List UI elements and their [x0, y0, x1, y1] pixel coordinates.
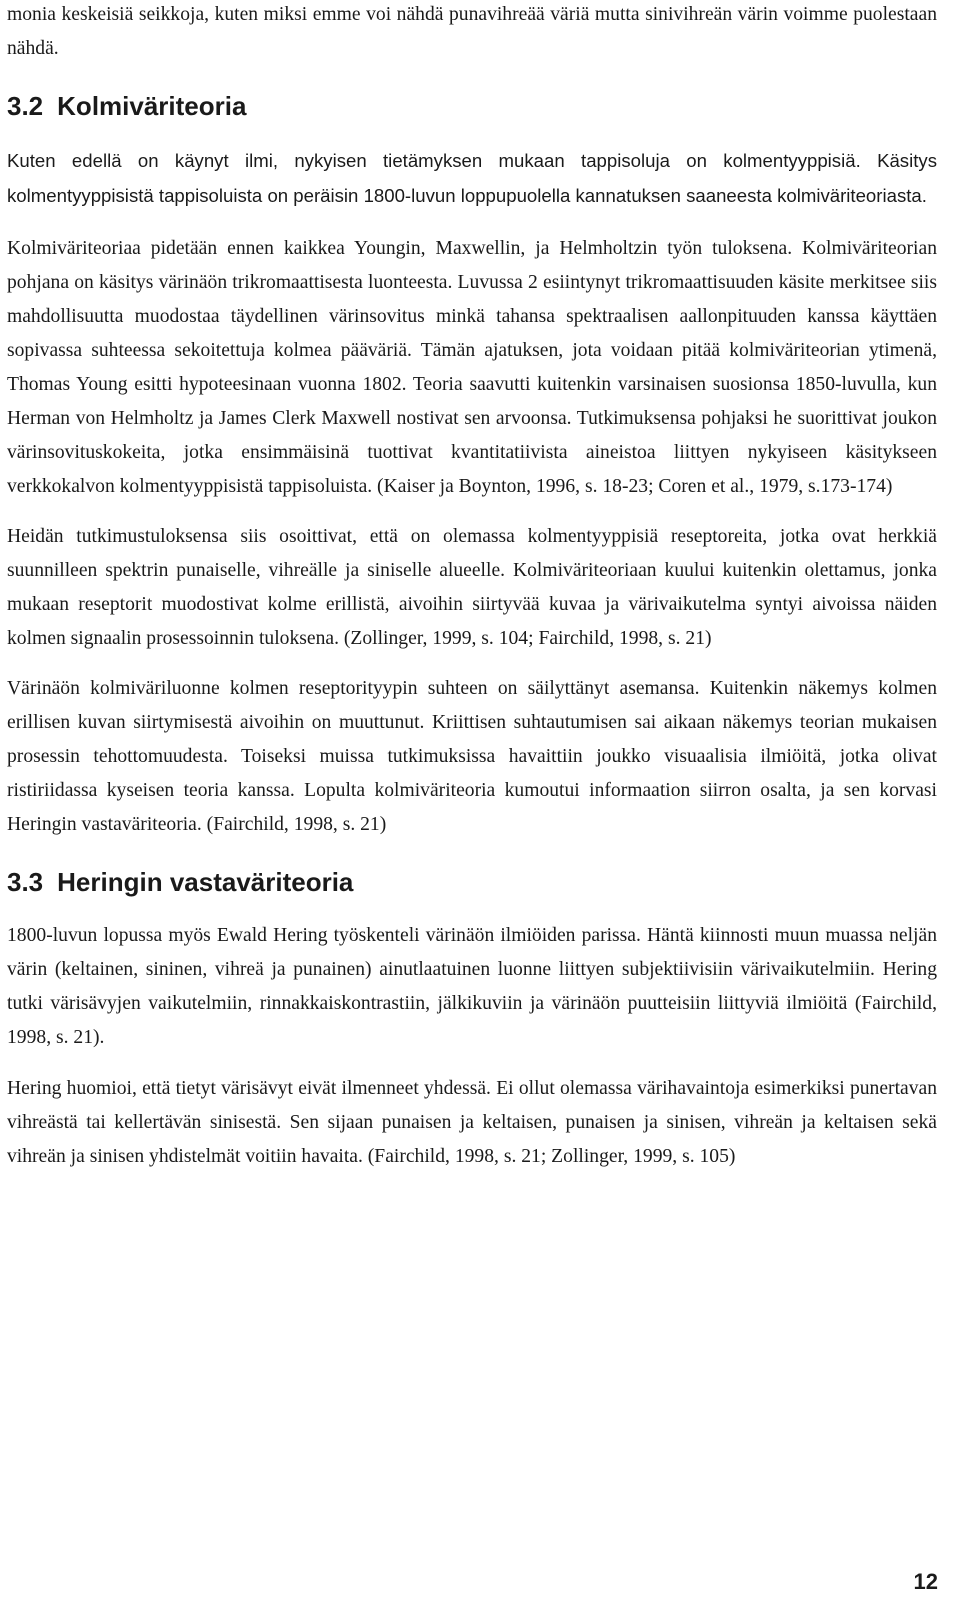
- section-title: Kolmiväriteoria: [57, 91, 247, 121]
- paragraph-3-2-3: Heidän tutkimustuloksensa siis osoittivat, että on olemassa kolmentyyppisiä reseptoreita, jotka ovat herkkiä suunnilleen spektrin punaiselle, vihreälle ja siniselle alueelle. Kolmiväriteoriaan kuului kuitenkin olettamus, jonka mukaan reseptorit muodostivat kolme erillistä, aivoihin siirtyvää kuvaa ja värivaikutelma syntyi aivoissa näiden kolmen signaalin prosessoinnin tuloksena. (Zollinger, 1999, s. 104; Fairchild, 1998, s. 21): [7, 526, 937, 649]
- paragraph-text: Kuten edellä on käynyt ilmi, nykyisen tietämyksen mukaan tappisoluja on kolmentyyppisiä. Käsitys kolmentyyppisistä tappisoluista on peräisin 1800-luvun loppupuolella kannatuksen saaneesta kolmiväriteoriasta.: [7, 150, 937, 206]
- paragraph-3-3-2: Hering huomioi, että tietyt värisävyt eivät ilmenneet yhdessä. Ei ollut olemassa värihavaintoja esimerkiksi punertavan vihreästä tai kellertävän sinisestä. Sen sijaan punaisen ja keltaisen, punaisen ja sinisen, vihreän ja keltaisen sekä vihreän ja sinisen yhdistelmät voitiin havaita. (Fairchild, 1998, s. 21; Zollinger, 1999, s. 105): [7, 1078, 937, 1167]
- section-title: Heringin vastaväriteoria: [57, 867, 354, 897]
- paragraph-3-2-1: [7, 144, 937, 214]
- section-number: 3.3: [7, 867, 44, 897]
- page-number: 12: [913, 1569, 938, 1594]
- paragraph-3-2-2: Kolmiväriteoriaa pidetään ennen kaikkea Youngin, Maxwellin, ja Helmholtzin työn tuloksena. Kolmiväriteorian pohjana on käsitys värinäön trikromaattisesta luonteesta. Luvussa 2 esiintynyt trikromaattisuuden käsite merkitsee siis mahdollisuutta muodostaa täydellinen värinsovitus minkä tahansa spektraalisen aallonpituuden kanssa käyttäen sopivassa suhteessa sekoitettuja kolmea pääväriä. Tämän ajatuksen, jota voidaan pitää kolmiväriteorian ytimenä, Thomas Young esitti hypoteesinaan vuonna 1802. Teoria saavutti kuitenkin varsinaisen suosionsa 1850-luvulla, kun Herman von Helmholtz ja James Clerk Maxwell nostivat sen arvoonsa. Tutkimuksensa pohjaksi he suorittivat joukon värinsovituskokeita, jotka ensimmäisinä tuottivat kvantitatiivista aineistoa liittyen nykyiseen käsitykseen verkkokalvon kolmentyyppisistä tappisoluista. (Kaiser ja Boynton, 1996, s. 18-23; Coren et al., 1979, s.173-174): [7, 238, 937, 497]
- section-number: 3.2: [7, 91, 44, 121]
- paragraph-3-2-4: Värinäön kolmiväriluonne kolmen reseptorityypin suhteen on säilyttänyt asemansa. Kuitenkin näkemys kolmen erillisen kuvan siirtymisestä aivoihin on muuttunut. Kriittisen suhtautumisen sai aikaan näkemys teorian mukaisen prosessin tehottomuudesta. Toiseksi muissa tutkimuksissa havaittiin joukko visuaalisia ilmiöitä, jotka olivat ristiriidassa kyseisen teoria kanssa. Lopulta kolmiväriteoria kumoutui informaation siirron osalta, ja sen korvasi Heringin vastaväriteoria. (Fairchild, 1998, s. 21): [7, 678, 937, 835]
- section-heading-3-2: [7, 89, 937, 123]
- section-heading-3-3: [7, 865, 937, 899]
- intro-paragraph: monia keskeisiä seikkoja, kuten miksi emme voi nähdä punavihreää väriä mutta sinivihreän värin voimme puolestaan nähdä.: [7, 4, 937, 59]
- document-page: [7, 0, 937, 1174]
- paragraph-3-3-1: 1800-luvun lopussa myös Ewald Hering työskenteli värinäön ilmiöiden parissa. Häntä kiinnosti muun muassa neljän värin (keltainen, sininen, vihreä ja punainen) ainutlaatuinen luonne liittyen subjektiivisiin värivaikutelmiin. Hering tutki värisävyjen vaikutelmiin, rinnakkaiskontrastiin, jälkikuviin ja värinäön puutteisiin liittyviä ilmiöitä (Fairchild, 1998, s. 21).: [7, 925, 937, 1048]
